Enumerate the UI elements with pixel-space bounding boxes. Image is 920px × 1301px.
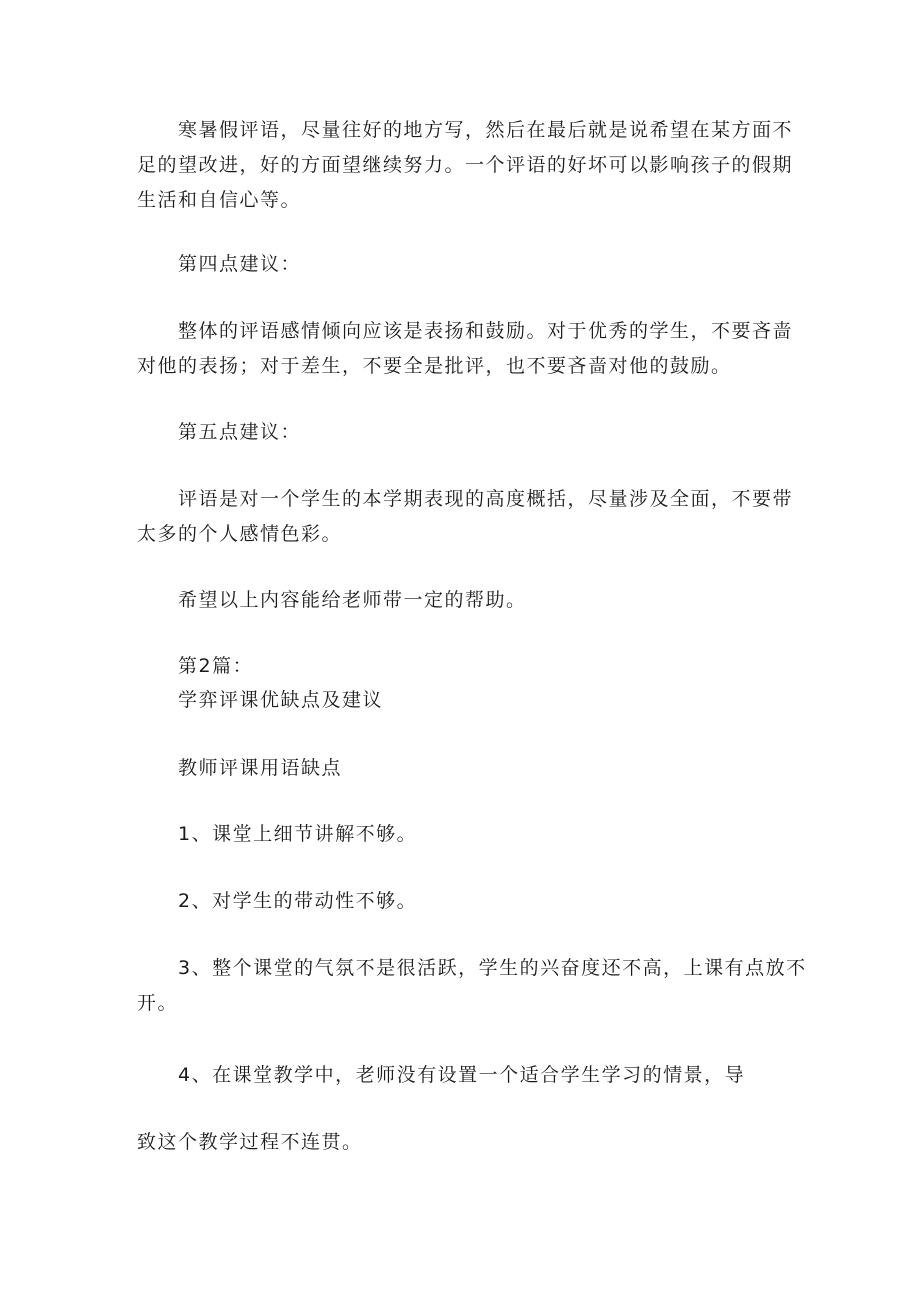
paragraph-1-line-2: 足的望改进，好的方面望继续努力。一个评语的好坏可以影响孩子的假期: [137, 154, 794, 176]
paragraph-1-line-3: 生活和自信心等。: [137, 189, 302, 211]
paragraph-3-line-2: 太多的个人感情色彩。: [137, 523, 343, 545]
subheading-shortcomings: 教师评课用语缺点: [178, 757, 343, 779]
article-2-label: 第2篇：: [178, 655, 254, 677]
list-item-3-line-2: 开。: [137, 992, 179, 1014]
list-item-2: 2、对学生的带动性不够。: [178, 890, 418, 912]
paragraph-2-line-2: 对他的表扬；对于差生，不要全是批评，也不要吝啬对他的鼓励。: [137, 355, 732, 377]
list-item-4-line-2: 致这个教学过程不连贯。: [137, 1131, 363, 1153]
heading-point-5: 第五点建议：: [178, 421, 302, 443]
paragraph-4: 希望以上内容能给老师带一定的帮助。: [178, 589, 527, 611]
heading-point-4: 第四点建议：: [178, 253, 302, 275]
article-2-title: 学弈评课优缺点及建议: [178, 689, 384, 711]
paragraph-3-line-1: 评语是对一个学生的本学期表现的高度概括，尽量涉及全面，不要带: [178, 488, 794, 510]
list-item-3-line-1: 3、整个课堂的气氛不是很活跃，学生的兴奋度还不高，上课有点放不: [178, 957, 807, 979]
paragraph-1-line-1: 寒暑假评语，尽量往好的地方写，然后在最后就是说希望在某方面不: [178, 119, 794, 141]
paragraph-2-line-1: 整体的评语感情倾向应该是表扬和鼓励。对于优秀的学生，不要吝啬: [178, 320, 794, 342]
list-item-1: 1、课堂上细节讲解不够。: [178, 823, 418, 845]
list-item-4-line-1: 4、在课堂教学中，老师没有设置一个适合学生学习的情景，导: [178, 1064, 746, 1086]
